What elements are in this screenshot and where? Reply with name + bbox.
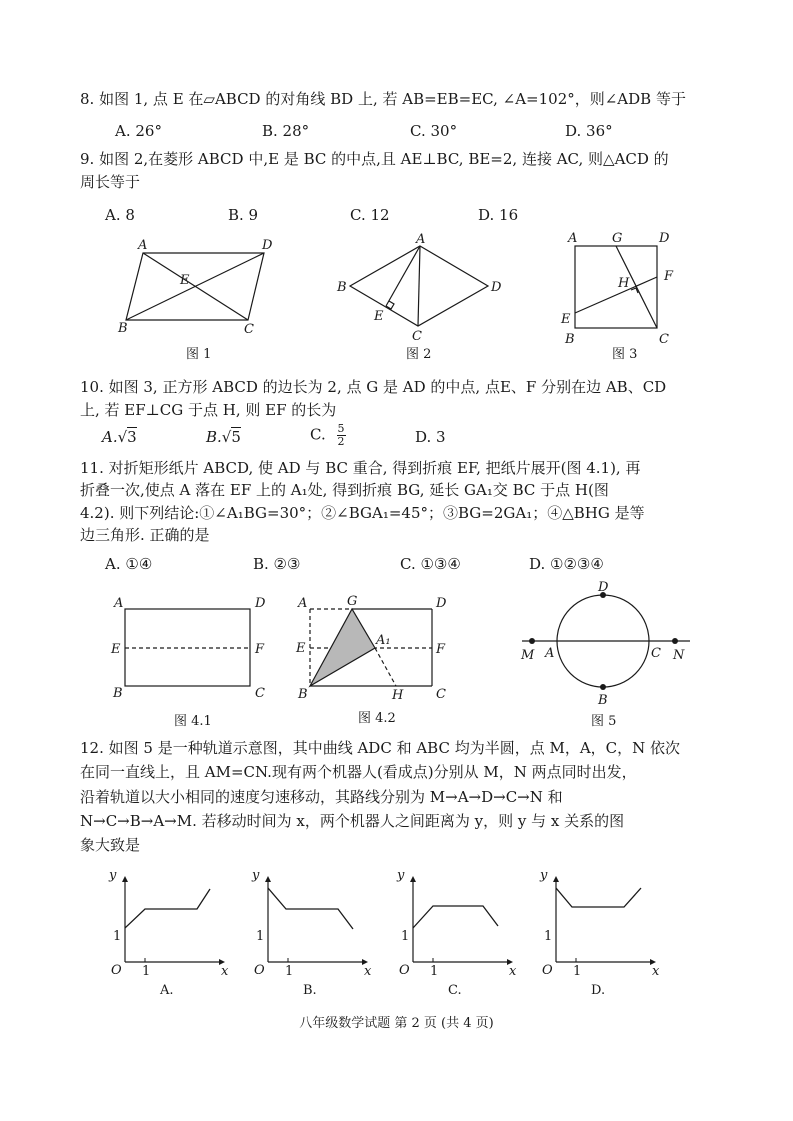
q8-option-d: D. 36° bbox=[565, 122, 613, 140]
fig41-label-d: D bbox=[255, 596, 266, 611]
question-12-line-3: 沿着轨道以大小相同的速度匀速移动，其路线分别为 M→A→D→C→N 和 bbox=[80, 788, 563, 806]
fig3-label-d: D bbox=[659, 231, 670, 246]
graph-c-y-arrow bbox=[410, 876, 416, 882]
question-10-line-1: 10. 如图 3, 正方形 ABCD 的边长为 2, 点 G 是 AD 的中点, 点E、F 分别在边 AB、CD bbox=[80, 378, 667, 396]
graph-a-origin-label: O bbox=[111, 963, 122, 978]
graph-d-y-label: y bbox=[540, 868, 548, 883]
question-9-line-2: 周长等于 bbox=[80, 173, 141, 191]
fig41-label-e: E bbox=[111, 642, 121, 657]
fig42-label-a1: A₁ bbox=[376, 633, 391, 648]
question-9-line-1: 9. 如图 2,在菱形 ABCD 中,E 是 BC 的中点,且 AE⊥BC, BE=2, 连接 AC, 则△ACD 的 bbox=[80, 150, 669, 168]
fig1-label-b: B bbox=[118, 321, 128, 336]
q9-option-b: B. 9 bbox=[228, 206, 259, 224]
graph-b-curve bbox=[268, 888, 353, 929]
graph-a-y-label: y bbox=[109, 868, 117, 883]
graph-a-y-arrow bbox=[122, 876, 128, 882]
graph-c-curve bbox=[413, 906, 498, 928]
fig3-label-b: B bbox=[565, 332, 575, 347]
fig5-label-m: M bbox=[521, 648, 535, 663]
q10-option-a: A.√3 bbox=[102, 428, 137, 446]
fig1-label-d: D bbox=[262, 238, 273, 253]
fig41-label-a: A bbox=[114, 596, 124, 611]
graph-c-caption: C. bbox=[448, 983, 462, 998]
fig42-label-a: A bbox=[298, 596, 308, 611]
fig2-label-a: A bbox=[416, 232, 426, 247]
graph-a-caption: A. bbox=[160, 983, 174, 998]
q12-answer-graphs bbox=[108, 868, 660, 998]
q9-option-d: D. 16 bbox=[478, 206, 519, 224]
figure-4-1-caption: 图 4.1 bbox=[174, 714, 212, 729]
graph-d-curve bbox=[556, 888, 641, 907]
graph-d-caption: D. bbox=[591, 983, 606, 998]
fig1-label-e: E bbox=[180, 273, 190, 288]
graph-d-origin-label: O bbox=[542, 963, 553, 978]
graph-b-y-label: y bbox=[252, 868, 260, 883]
fig3-label-e: E bbox=[561, 312, 571, 327]
q10-option-b: B.√5 bbox=[206, 428, 241, 446]
graph-a-curve bbox=[125, 889, 210, 928]
graph-a-x-label: x bbox=[221, 964, 229, 979]
fig3-label-c: C bbox=[659, 332, 669, 347]
graph-d-x-label: x bbox=[652, 964, 660, 979]
q11-option-d: D. ①②③④ bbox=[529, 555, 604, 573]
fig1-label-c: C bbox=[244, 322, 254, 337]
q9-option-c: C. 12 bbox=[350, 206, 390, 224]
question-11-line-3: 4.2). 则下列结论:①∠A₁BG=30°；②∠BGA₁=45°；③BG=2GA₁；④△BHG 是等 bbox=[80, 504, 645, 522]
graph-b-y-arrow bbox=[265, 876, 271, 882]
graph-d-y-arrow bbox=[553, 876, 559, 882]
fig2-label-c: C bbox=[412, 329, 422, 344]
fig5-label-n: N bbox=[673, 648, 685, 663]
q10-option-c: C. $\frac{5}{2}$ bbox=[310, 422, 345, 448]
figure-3-caption: 图 3 bbox=[612, 347, 638, 362]
fig2-label-e: E bbox=[374, 309, 384, 324]
graph-b-y-one-label: 1 bbox=[256, 929, 265, 944]
graph-d-y-one-label: 1 bbox=[544, 929, 553, 944]
graph-c-y-one-label: 1 bbox=[401, 929, 410, 944]
fig3-label-a: A bbox=[568, 231, 578, 246]
question-12-line-2: 在同一直线上，且 AM=CN.现有两个机器人(看成点)分别从 M，N 两点同时出发， bbox=[80, 763, 637, 781]
fig3-label-g: G bbox=[612, 231, 623, 246]
question-8-text: 8. 如图 1, 点 E 在▱ABCD 的对角线 BD 上, 若 AB=EB=EC, ∠A=102°，则∠ADB 等于 bbox=[80, 90, 686, 108]
graph-c-y-label: y bbox=[397, 868, 405, 883]
fig41-label-c: C bbox=[255, 686, 265, 701]
question-12-line-5: 象大致是 bbox=[80, 836, 141, 854]
fig1-label-a: A bbox=[138, 238, 148, 253]
q11-option-a: A. ①④ bbox=[105, 555, 153, 573]
q9-option-a: A. 8 bbox=[105, 206, 135, 224]
figure-5-caption: 图 5 bbox=[591, 714, 617, 729]
q11-option-b: B. ②③ bbox=[253, 555, 301, 573]
graph-b-x-one-label: 1 bbox=[285, 964, 294, 979]
graph-a-y-one-label: 1 bbox=[113, 929, 122, 944]
graph-b-origin-label: O bbox=[254, 963, 265, 978]
fig2-label-d: D bbox=[491, 280, 502, 295]
q11-option-c: C. ①③④ bbox=[400, 555, 461, 573]
fig3-label-f: F bbox=[664, 269, 674, 284]
fig42-label-h: H bbox=[392, 688, 404, 703]
q8-option-b: B. 28° bbox=[262, 122, 310, 140]
q8-option-a: A. 26° bbox=[115, 122, 162, 140]
question-12-line-1: 12. 如图 5 是一种轨道示意图，其中曲线 ADC 和 ABC 均为半圆，点 M，A，C，N 依次 bbox=[80, 739, 681, 757]
question-12-line-4: N→C→B→A→M. 若移动时间为 x，两个机器人之间距离为 y，则 y 与 x 关系的图 bbox=[80, 812, 625, 830]
fig42-label-f: F bbox=[436, 642, 446, 657]
question-11-line-1: 11. 对折矩形纸片 ABCD, 使 AD 与 BC 重合, 得到折痕 EF, 把纸片展开(图 4.1), 再 bbox=[80, 459, 641, 477]
q10-option-d: D. 3 bbox=[415, 428, 446, 446]
fig41-label-f: F bbox=[255, 642, 265, 657]
graph-c-x-one-label: 1 bbox=[430, 964, 439, 979]
fig2-label-b: B bbox=[337, 280, 347, 295]
fig42-label-b: B bbox=[298, 687, 308, 702]
fig3-label-h: H bbox=[618, 276, 630, 291]
q8-option-c: C. 30° bbox=[410, 122, 458, 140]
fig5-label-d: D bbox=[598, 580, 609, 595]
graph-c-x-label: x bbox=[509, 964, 517, 979]
fig5-label-b: B bbox=[598, 693, 608, 708]
graph-a-x-one-label: 1 bbox=[142, 964, 151, 979]
figure-4-2-caption: 图 4.2 bbox=[358, 711, 396, 726]
graph-b-x-label: x bbox=[364, 964, 372, 979]
question-11-line-2: 折叠一次,使点 A 落在 EF 上的 A₁处, 得到折痕 BG, 延长 GA₁交 BC 于点 H(图 bbox=[80, 481, 609, 499]
fig42-label-c: C bbox=[436, 687, 446, 702]
graph-c-origin-label: O bbox=[399, 963, 410, 978]
graph-b-caption: B. bbox=[303, 983, 317, 998]
fig42-label-d: D bbox=[436, 596, 447, 611]
figure-2-caption: 图 2 bbox=[406, 347, 432, 362]
fig42-label-g: G bbox=[347, 594, 358, 609]
fig42-label-e: E bbox=[296, 641, 306, 656]
fig41-label-b: B bbox=[113, 686, 123, 701]
page-footer: 八年级数学试题 第 2 页 (共 4 页) bbox=[299, 1016, 494, 1031]
figure-1-caption: 图 1 bbox=[186, 347, 212, 362]
question-10-line-2: 上, 若 EF⊥CG 于点 H, 则 EF 的长为 bbox=[80, 401, 337, 419]
fig5-label-a: A bbox=[545, 646, 555, 661]
graph-d-x-one-label: 1 bbox=[573, 964, 582, 979]
fig5-label-c: C bbox=[651, 646, 661, 661]
question-11-line-4: 边三角形. 正确的是 bbox=[80, 526, 210, 544]
